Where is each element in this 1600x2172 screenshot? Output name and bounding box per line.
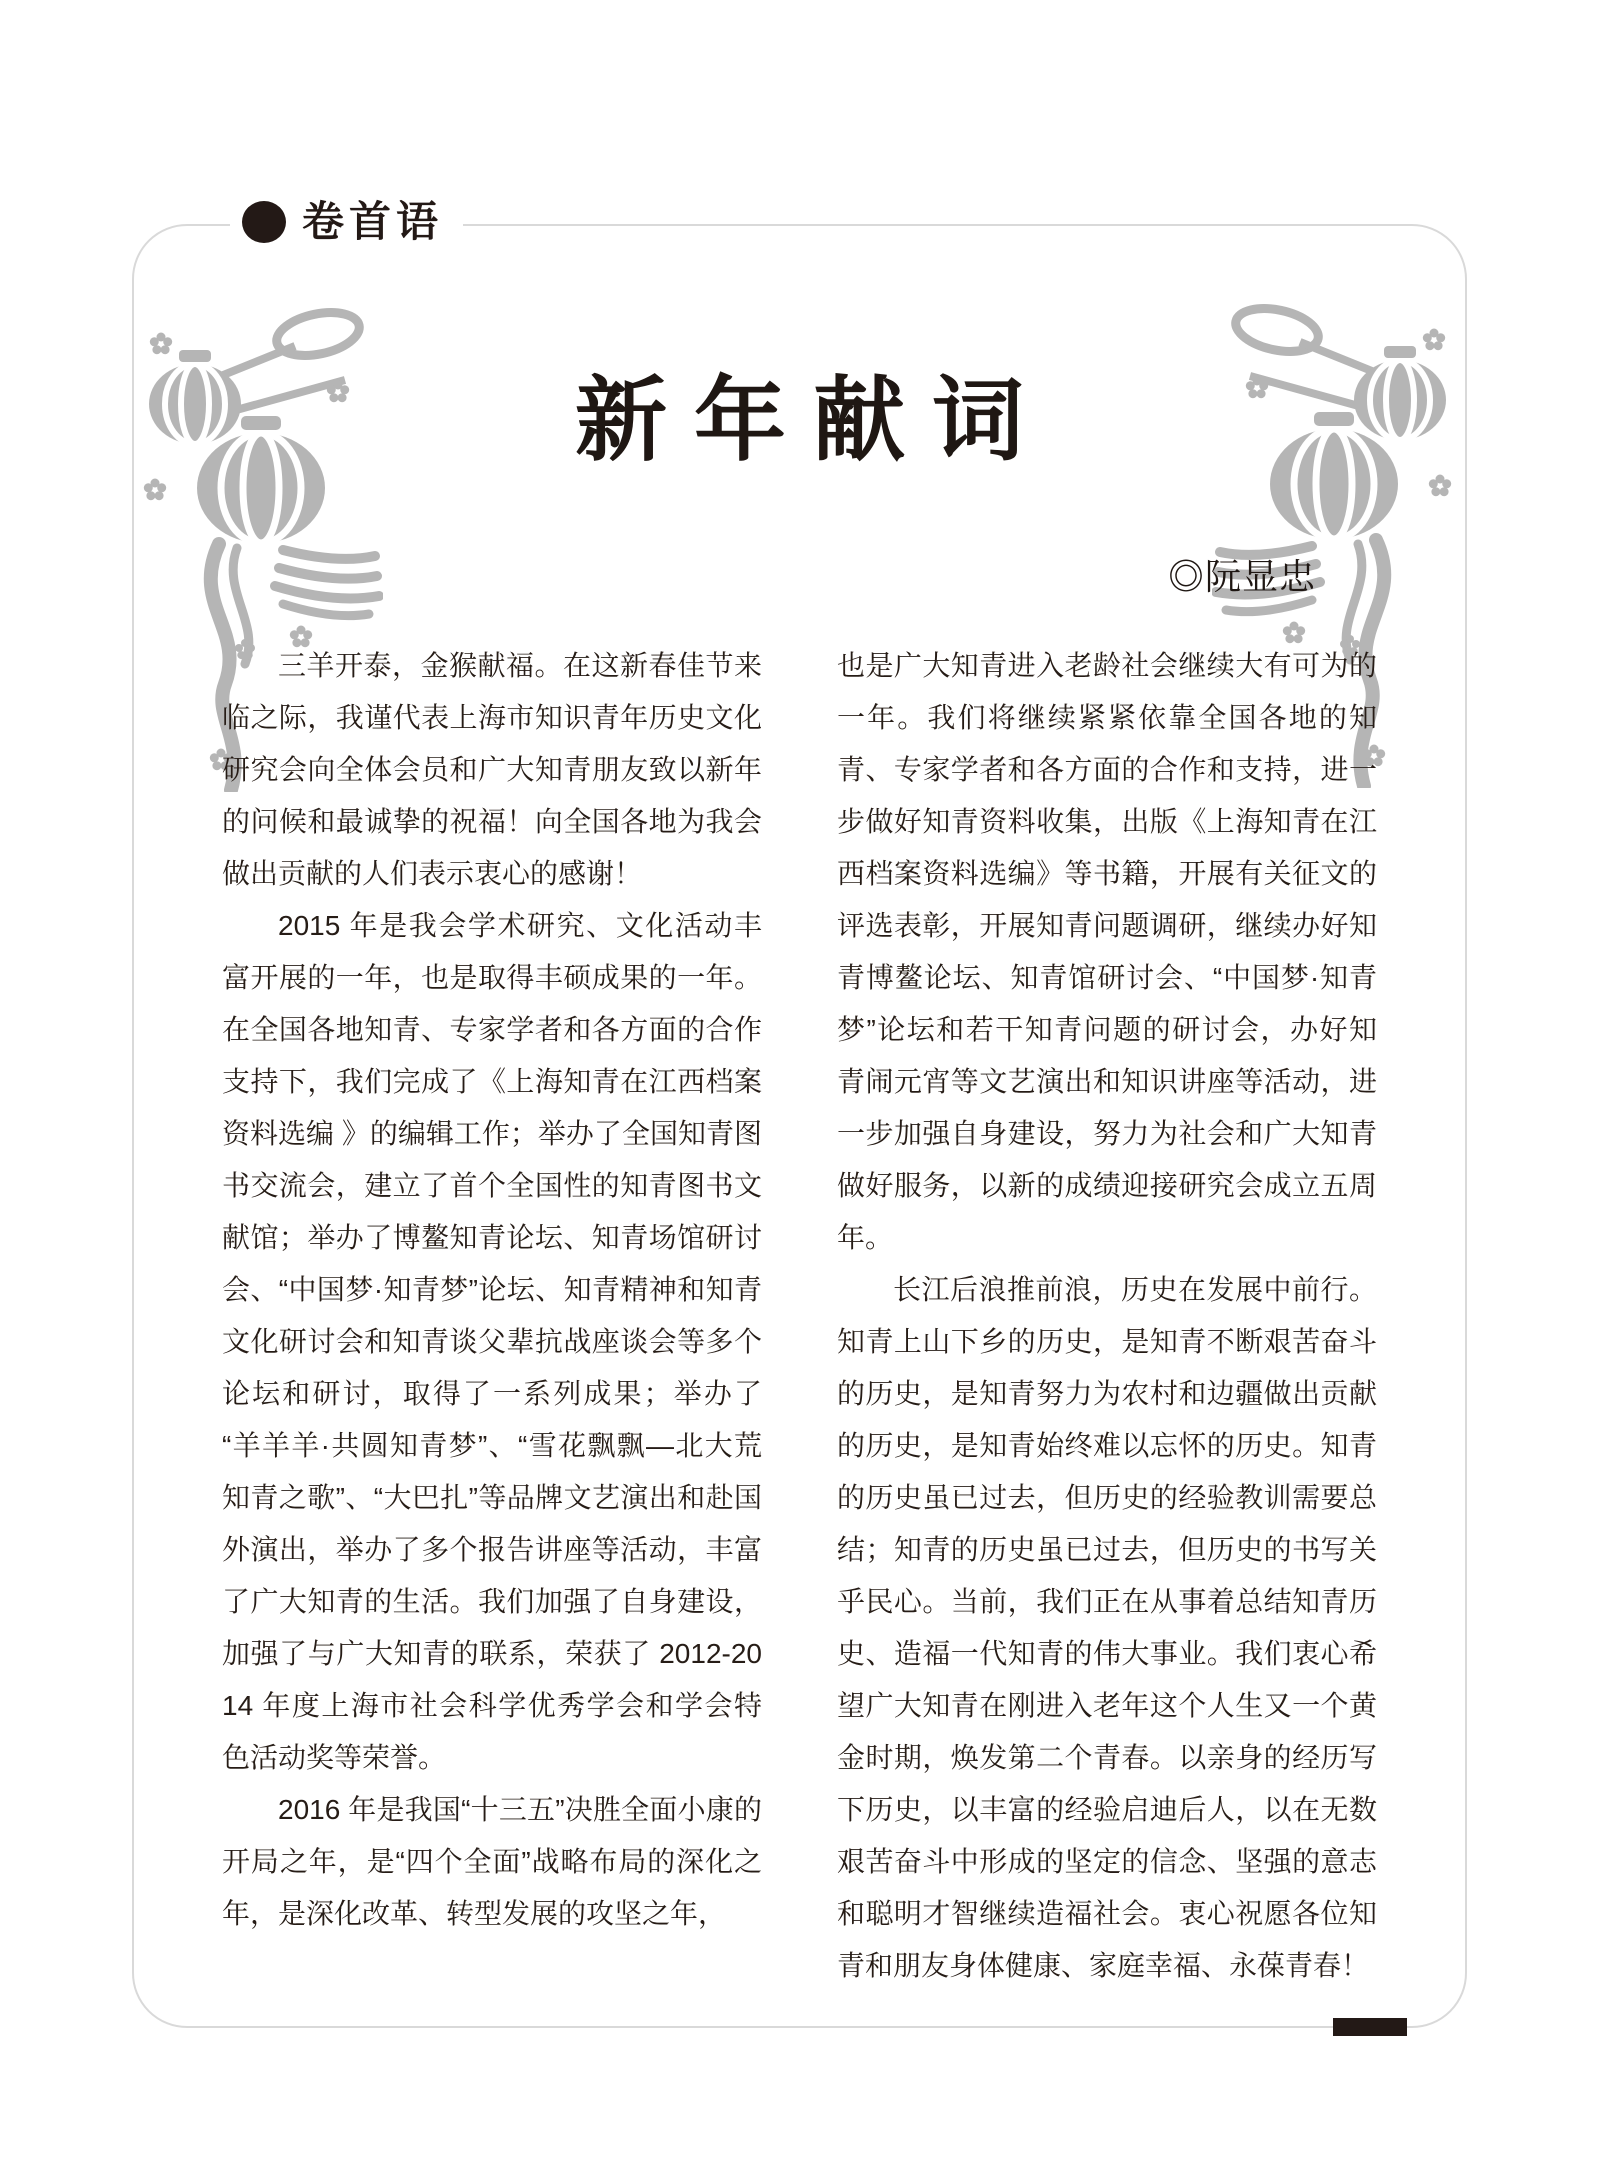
author-byline: ◎阮显忠 <box>1168 556 1317 597</box>
left-column <box>222 640 762 1992</box>
article-title: 新年献词 <box>574 370 1051 472</box>
article-body <box>222 640 1377 1992</box>
paragraph: 2015 年是我会学术研究、文化活动丰富开展的一年，也是取得丰硕成果的一年。在全国各地知青、专家学者和各方面的合作支持下，我们完成了《上海知青在江西档案资料选编 》的编辑工作；举办了全国知青图书交流会，建立了首个全国性的知青图书文献馆；举办了博鳌知青论坛、知青场馆研讨会、“中国梦·知青梦”论坛、知青精神和知青文化研讨会和知青谈父辈抗战座谈会等多个论坛和研讨，取得了一系列成果；举办了“羊羊羊·共圆知青梦”、“雪花飘飘—北大荒知青之歌”、“大巴扎”等品牌文艺演出和赴国外演出，举办了多个报告讲座等活动，丰富了广大知青的生活。我们加强了自身建设，加强了与广大知青的联系，荣获了 2012-2014 年度上海市社会科学优秀学会和学会特色活动奖等荣誉。 <box>222 910 762 1773</box>
right-column <box>837 640 1377 1992</box>
paragraph: 长江后浪推前浪，历史在发展中前行。知青上山下乡的历史，是知青不断艰苦奋斗的历史，是知青努力为农村和边疆做出贡献的历史，是知青始终难以忘怀的历史。知青的历史虽已过去，但历史的经验教训需要总结；知青的历史虽已过去，但历史的书写关乎民心。当前，我们正在从事着总结知青历史、造福一代知青的伟大事业。我们衷心希望广大知青在刚进入老年这个人生又一个黄金时期，焕发第二个青春。以亲身的经历写下历史，以丰富的经验启迪后人，以在无数艰苦奋斗中形成的坚定的信念、坚强的意志和聪明才智继续造福社会。衷心祝愿各位知青和朋友身体健康、家庭幸福、永葆青春！ <box>837 1274 1377 1981</box>
page-marker-bar <box>1333 2018 1407 2036</box>
paragraph: 2016 年是我国“十三五”决胜全面小康的开局之年，是“四个全面”战略布局的深化之年，是深化改革、转型发展的攻坚之年， <box>222 1794 762 1929</box>
paragraph: 三羊开泰，金猴献福。在这新春佳节来临之际，我谨代表上海市知识青年历史文化研究会向全体会员和广大知青朋友致以新年的问候和最诚挚的祝福！向全国各地为我会做出贡献的人们表示衷心的感谢！ <box>222 650 762 889</box>
section-bullet-icon <box>242 201 286 243</box>
paragraph-continuation: 也是广大知青进入老龄社会继续大有可为的一年。我们将继续紧紧依靠全国各地的知青、专家学者和各方面的合作和支持，进一步做好知青资料收集，出版《上海知青在江西档案资料选编》等书籍，开展有关征文的评选表彰，开展知青问题调研，继续办好知青博鳌论坛、知青馆研讨会、“中国梦·知青梦”论坛和若干知青问题的研讨会，办好知青闹元宵等文艺演出和知识讲座等活动，进一步加强自身建设，努力为社会和广大知青做好服务，以新的成绩迎接研究会成立五周年。 <box>837 650 1377 1253</box>
section-label: 卷首语 <box>302 198 444 245</box>
section-header <box>230 192 463 252</box>
